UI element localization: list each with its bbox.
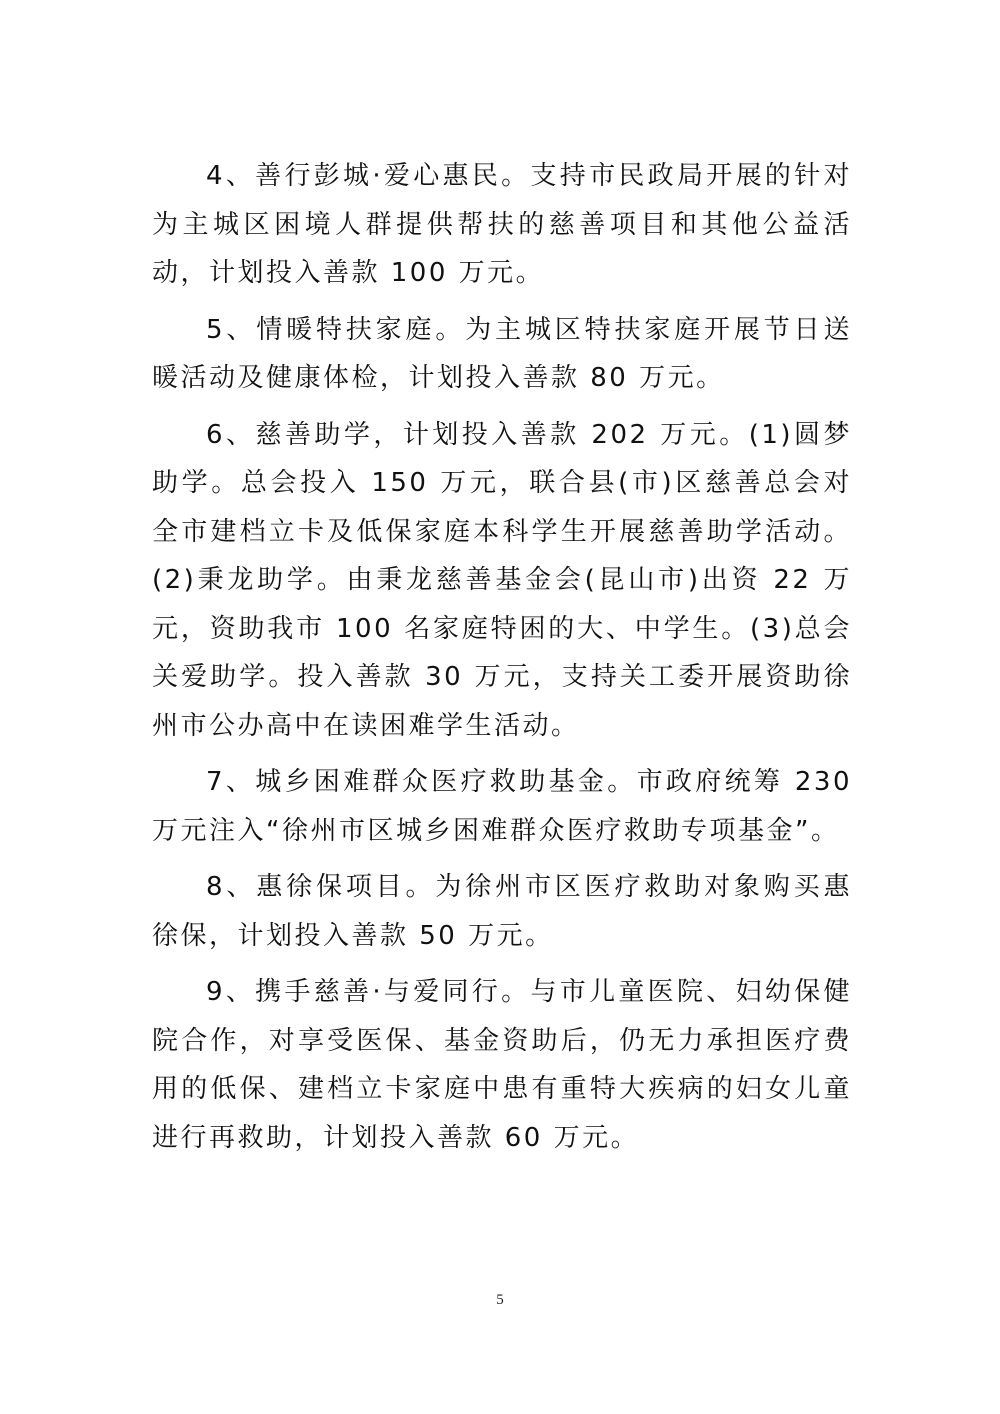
page-number: 5 — [496, 1292, 504, 1308]
paragraph-item-5: 5、情暖特扶家庭。为主城区特扶家庭开展节日送暖活动及健康体检，计划投入善款 80 万元。 — [152, 314, 852, 393]
paragraph-item-9: 9、携手慈善·与爱同行。与市儿童医院、妇幼保健院合作，对享受医保、基金资助后，仍无力承担医疗费用的低保、建档立卡家庭中患有重特大疾病的妇女儿童进行再救助，计划投入善款 60 万元。 — [152, 977, 852, 1153]
paragraph-item-6: 6、慈善助学，计划投入善款 202 万元。(1)圆梦助学。总会投入 150 万元，联合县(市)区慈善总会对全市建档立卡及低保家庭本科学生开展慈善助学活动。(2)秉龙助学。由秉龙慈善基金会(昆山市)出资 22 万元，资助我市 100 名家庭特困的大、中学生。(3)总会关爱助学。投入善款 30 万元，支持关工委开展资助徐州市公办高中在读困难学生活动。 — [152, 419, 852, 741]
paragraph-item-7: 7、城乡困难群众医疗救助基金。市政府统筹 230 万元注入“徐州市区城乡困难群众医疗救助专项基金”。 — [152, 767, 852, 846]
document-body — [152, 152, 852, 1162]
paragraph-item-4: 4、善行彭城·爱心惠民。支持市民政局开展的针对为主城区困境人群提供帮扶的慈善项目和其他公益活动，计划投入善款 100 万元。 — [152, 161, 852, 288]
paragraph-item-8: 8、惠徐保项目。为徐州市区医疗救助对象购买惠徐保，计划投入善款 50 万元。 — [152, 872, 852, 951]
